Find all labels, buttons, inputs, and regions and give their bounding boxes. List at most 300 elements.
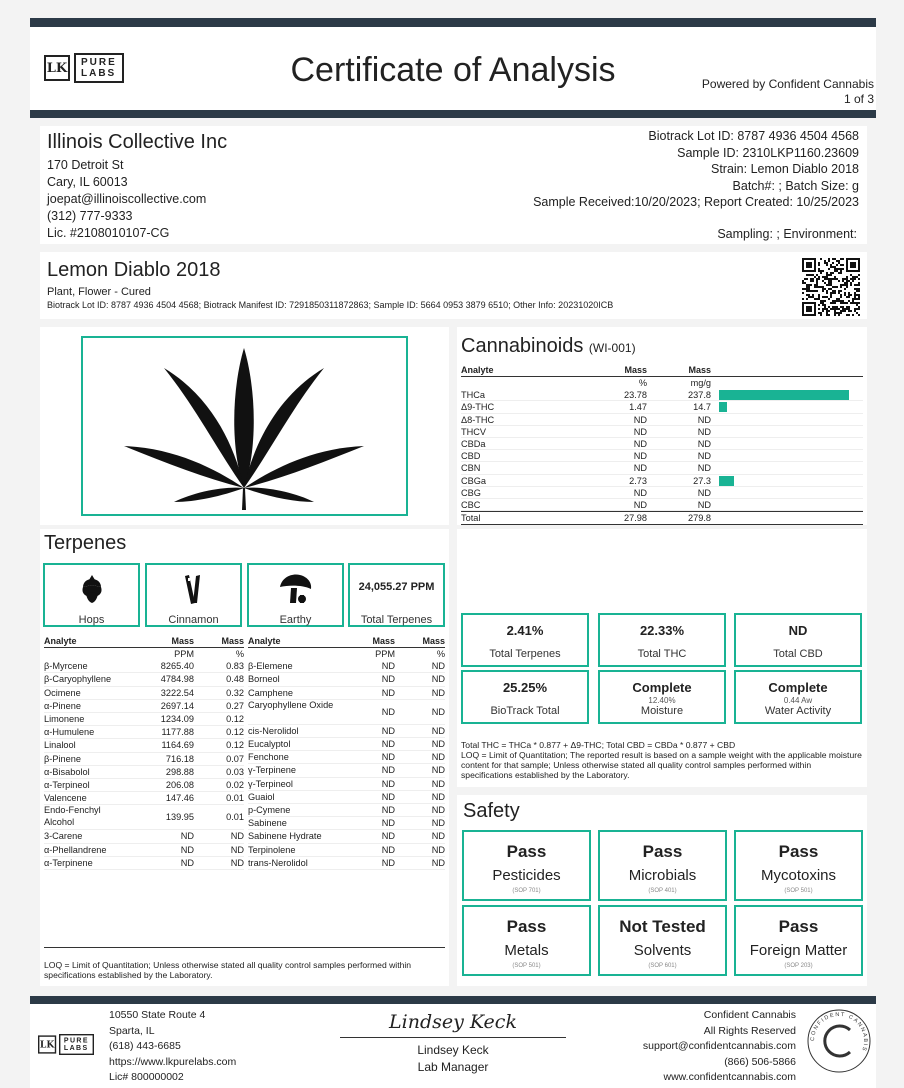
powered-by-text: Powered by Confident Cannabis [701,77,874,91]
terpenes-table-right [248,636,445,870]
safety-box [734,905,863,976]
safety-result: Pass [778,917,819,936]
terpene-ppm: ND [180,857,194,868]
terpenes-panel [40,529,449,986]
terpene-ppm: ND [180,844,194,855]
analyte-pct: 23.78 [624,390,647,401]
terp-row [44,700,244,713]
safety-label: Solvents [633,942,692,959]
terpene-pct: 0.27 [226,700,244,711]
terpene-ppm: 1234.09 [160,714,194,725]
terpene-name: β-Myrcene [44,661,88,672]
footer-lk-logo [38,1034,94,1055]
terpene-pct: ND [431,778,445,789]
col-mass: Mass [688,365,711,375]
col-analyte: Analyte [248,636,281,646]
terpene-ppm: 8265.40 [160,661,194,672]
terpene-ppm: ND [381,739,395,750]
analyte-name: CBDa [461,438,486,449]
analyte-pct: ND [633,426,647,437]
cannabinoids-panel [457,327,867,525]
terpene-ppm: ND [381,725,395,736]
terpene-pct: ND [431,661,445,672]
terpene-pct: 0.32 [226,687,244,698]
unit-spacer [248,648,340,660]
col-mass: Mass [221,636,244,646]
terpene-pct: 0.01 [226,793,244,804]
cann-row [461,475,863,487]
bar-cell [711,414,849,425]
summary-sub: 12.40% [648,696,676,705]
analyte-name: Δ9-THC [461,402,495,413]
unit-pct: % [436,649,445,659]
terp-row [44,687,244,700]
terpene-pct: ND [431,725,445,736]
terpene-name: 3-Carene [44,831,83,842]
terp-row [248,804,445,817]
terpene-pct: ND [431,687,445,698]
terp-row [248,844,445,857]
bar-cell [711,426,849,437]
cc-info [643,1008,796,1086]
cann-row [461,438,863,450]
summary-box [461,670,589,724]
terp-row [44,830,244,843]
safety-result: Pass [506,842,547,861]
unit-ppm: PPM [174,649,194,659]
terpene-ppm: ND [381,818,395,829]
analyte-name: THCa [461,390,485,401]
aroma-label: Cinnamon [168,614,219,626]
summary-label: BioTrack Total [490,705,560,717]
cannabinoid-bar [719,476,734,486]
aroma-label: Hops [78,614,105,626]
cc-email[interactable]: support@confidentcannabis.com [642,1040,796,1052]
client-address [47,157,206,242]
signer-name: Lindsey Keck [417,1043,489,1057]
summary-value: Complete [632,680,692,695]
terpenes-table-left [44,636,244,870]
logo-lk-mark: LK [44,55,70,81]
qr-code-icon[interactable] [802,258,860,316]
terp-row [44,766,244,779]
client-name: Illinois Collective Inc [47,131,228,153]
terpene-ppm: ND [381,831,395,842]
col-analyte: Analyte [461,365,494,375]
safety-panel [457,795,867,986]
terpene-ppm: ND [381,661,395,672]
safety-sop: (SOP 501) [784,888,813,894]
terpene-name: β-Pinene [44,753,81,764]
unit-mg: mg/g [690,378,711,388]
terpene-ppm: ND [381,706,395,717]
analyte-pct: ND [633,414,647,425]
cann-row [461,450,863,462]
terpene-ppm: ND [381,674,395,685]
analyte-pct: ND [633,463,647,474]
analyte-name: Δ8-THC [461,414,495,425]
analyte-mg: ND [697,499,711,510]
bar-cell [711,499,849,510]
safety-label: Pesticides [492,867,561,884]
summary-value: Complete [768,680,828,695]
cann-total-row [461,511,863,525]
client-license: Lic. #2108010107-CG [47,226,170,240]
terp-row [44,792,244,805]
terpene-ppm: ND [381,765,395,776]
analyte-pct: ND [633,487,647,498]
footer-divider [30,996,876,1004]
notes [461,740,863,780]
bar-cell [711,401,849,412]
product-image-frame [81,336,408,516]
client-street: 170 Detroit St [47,158,124,172]
terpene-name: Camphene [248,687,293,698]
client-email[interactable]: joepat@illinoiscollective.com [47,192,207,206]
logo-pure: PURE [81,57,117,68]
summary-box [734,670,862,724]
safety-sop: (SOP 601) [648,963,677,969]
terpene-name: Ocimene [44,687,81,698]
analyte-mg: 14.7 [693,402,711,413]
terpene-pct: 0.01 [226,812,244,823]
product-panel [40,252,867,319]
terpene-ppm: ND [381,791,395,802]
terpene-ppm: 139.95 [165,812,194,823]
terpene-name: Limonene [44,714,85,725]
bar-cell [711,389,849,400]
safety-result: Pass [506,917,547,936]
total-name: Total [461,513,481,524]
terpene-pct: 0.02 [226,780,244,791]
terpene-pct: 0.83 [226,661,244,672]
terp-row [44,673,244,686]
unit-pct: % [235,649,244,659]
safety-sop: (SOP 203) [784,963,813,969]
safety-box [462,830,591,901]
lab-line: Sparta, IL [109,1024,155,1037]
image-panel [40,327,449,525]
logo-labs: LABS [63,1044,89,1053]
cannabinoids-title [461,335,636,358]
terpene-name: Sabinene [248,818,287,829]
analyte-name: CBD [461,451,481,462]
bar-cell [711,462,849,473]
sampling: Sampling: ; Environment: [717,227,857,241]
terp-row [248,778,445,791]
terpene-name: Fenchone [248,752,289,763]
total-pct: 27.98 [624,513,647,524]
summary-box [734,613,862,667]
header [30,27,876,110]
terpene-ppm: ND [381,805,395,816]
analyte-pct: ND [633,451,647,462]
terp-row [44,753,244,766]
terpene-name: α-Terpinene [44,857,93,868]
footer [30,1004,876,1088]
terpene-name: Guaiol [248,791,275,802]
terpene-name: γ-Terpinene [248,765,297,776]
terpene-pct: ND [431,857,445,868]
cc-website[interactable]: www.confidentcannabis.com [663,1071,796,1083]
product-name: Lemon Diablo 2018 [47,259,221,281]
terpene-ppm: ND [381,844,395,855]
cann-row [461,462,863,474]
terpene-ppm: 1177.88 [161,727,194,738]
terp-row [248,751,445,764]
terpene-name: Borneol [248,674,280,685]
aroma-earthy [247,563,344,627]
analyte-mg: ND [697,463,711,474]
terpene-pct: 0.12 [226,740,244,751]
terpene-name: p-Cymene [248,805,291,816]
analyte-name: CBC [461,499,481,510]
terp-row [248,738,445,751]
terp-row [248,725,445,738]
safety-label: Foreign Matter [749,942,848,959]
cannabis-leaf-icon [83,338,406,514]
safety-box [734,830,863,901]
seal-text: CONFIDENT CANNABIS [809,1011,869,1053]
terpene-name: α-Terpineol [44,780,90,791]
strain: Strain: Lemon Diablo 2018 [710,162,859,176]
terpene-pct: 0.12 [226,714,244,725]
terpene-pct: ND [230,831,244,842]
dates: Sample Received:10/20/2023; Report Created: 10/25/2023 [533,195,859,209]
summary-box [598,670,726,724]
total-terpenes-box [348,563,445,627]
terpene-pct: ND [230,844,244,855]
terp-row [248,673,445,686]
terpene-name: α-Phellandrene [44,844,107,855]
cannabinoids-heading: Cannabinoids [461,335,584,357]
terpene-pct: ND [431,739,445,750]
powered-by [702,77,874,107]
terp-row [248,764,445,777]
terpene-ppm: 206.08 [165,780,194,791]
cann-header-row [461,365,863,377]
safety-title: Safety [463,800,520,822]
terpene-name: β-Caryophyllene [44,674,112,685]
aroma-hops [43,563,140,627]
terp-row [44,779,244,792]
lab-website[interactable]: https://www.lkpurelabs.com [109,1055,237,1068]
unit-ppm: PPM [375,649,395,659]
cann-row [461,401,863,413]
summary-label: Water Activity [764,705,832,717]
cann-row [461,389,863,401]
terpene-pct: ND [431,674,445,685]
page-title: Certificate of Analysis [290,51,616,89]
lab-line: Lic# 800000002 [109,1071,184,1083]
terp-row [44,739,244,752]
cinnamon-icon [179,573,209,605]
analyte-name: THCV [461,426,487,437]
signer-title: Lab Manager [417,1060,489,1074]
col-mass: Mass [171,636,194,646]
analyte-name: CBG [461,487,481,498]
analyte-name: CBGa [461,475,487,486]
terp-row [248,660,445,673]
terpene-ppm: 716.18 [165,753,194,764]
analyte-pct: ND [633,438,647,449]
safety-box [598,905,727,976]
logo-pure-labs [59,1034,94,1055]
cann-row [461,499,863,511]
total-mg: 279.8 [688,513,711,524]
terp-row [248,857,445,870]
terpene-pct: ND [431,791,445,802]
terpene-ppm: ND [381,752,395,763]
safety-sop: (SOP 401) [648,888,677,894]
logo-pure: PURE [63,1036,89,1045]
terpene-ppm: ND [180,831,194,842]
safety-label: Mycotoxins [760,867,837,884]
logo-lk-mark: LK [38,1035,56,1053]
terp-row [248,687,445,700]
safety-box [598,830,727,901]
unit-spacer [461,377,591,389]
terp-header-row [248,636,445,648]
terpene-pct: ND [431,706,445,717]
cann-row [461,426,863,438]
terpene-ppm: 147.46 [165,793,194,804]
terpene-name: α-Bisabolol [44,766,90,777]
analyte-mg: 237.8 [688,390,711,401]
terp-row [44,805,244,830]
terpene-ppm: 1164.69 [161,740,194,751]
terp-loq-rule [44,947,445,948]
mushroom-icon [278,573,314,605]
col-mass: Mass [422,636,445,646]
safety-label: Microbials [628,867,697,884]
terp-row [44,713,244,726]
header-divider [30,110,876,118]
terpene-name: Terpinolene [248,844,296,855]
terpene-pct: ND [431,752,445,763]
terpene-name: cis-Nerolidol [248,725,299,736]
cc-line: Confident Cannabis [703,1009,796,1021]
analyte-mg: ND [697,438,711,449]
sample-meta [533,128,859,211]
terpene-ppm: 4784.98 [160,674,194,685]
hops-icon [77,573,107,605]
terp-units-row [248,648,445,660]
terp-row [248,700,445,725]
terpene-pct: 0.12 [226,727,244,738]
summary-box [598,613,726,667]
cann-row [461,487,863,499]
terp-row [44,844,244,857]
safety-sop: (SOP 701) [512,888,541,894]
terpene-name: Caryophyllene Oxide [248,699,334,710]
terpene-pct: 0.03 [226,766,244,777]
client-panel [40,126,867,244]
aroma-cinnamon [145,563,242,627]
total-terpenes-value: 24,055.27 PPM [358,581,435,593]
terpene-name: Eucalyptol [248,739,291,750]
safety-result: Pass [778,842,819,861]
unit-pct: % [638,378,647,388]
cannabinoid-bar [719,390,849,400]
cc-line: (866) 506-5866 [724,1055,796,1068]
signature-block [340,1006,566,1076]
terpene-name: α-Pinene [44,700,81,711]
col-mass: Mass [372,636,395,646]
col-mass: Mass [624,365,647,375]
terpene-ppm: ND [381,687,395,698]
summary-label: Total CBD [773,648,823,660]
terpene-name: γ-Terpineol [248,778,293,789]
lab-line: (618) 443-6685 [109,1040,181,1052]
cc-line: All Rights Reserved [703,1024,796,1037]
terpene-pct: ND [431,805,445,816]
analyte-mg: ND [697,414,711,425]
terpene-pct: ND [431,818,445,829]
confident-cannabis-seal-icon [806,1008,872,1074]
terpene-pct: ND [431,831,445,842]
terp-row [44,660,244,673]
top-bar [30,18,876,27]
terp-row [248,817,445,830]
analyte-name: CBN [461,463,481,474]
analyte-pct: 2.73 [629,475,647,486]
safety-result: Not Tested [619,917,706,936]
summary-box [461,613,589,667]
client-phone: (312) 777-9333 [47,209,133,223]
terpene-name: α-Humulene [44,727,95,738]
product-ids: Biotrack Lot ID: 8787 4936 4504 4568; Biotrack Manifest ID: 7291850311872863; Sample ID: 5664 0953 3879 6510; Other Info: 20231020ICB [47,300,614,310]
cannabinoids-table [461,365,863,525]
sample-id: Sample ID: 2310LKP1160.23609 [677,145,859,160]
aroma-label: Earthy [279,614,312,626]
terpene-name: Linalool [44,740,76,751]
analyte-mg: ND [697,487,711,498]
col-analyte: Analyte [44,636,77,646]
lot-id: Biotrack Lot ID: 8787 4936 4504 4568 [648,129,859,143]
summary-label: Total Terpenes [489,648,561,660]
analyte-mg: ND [697,451,711,462]
terp-row [44,726,244,739]
lab-info [109,1008,236,1086]
terpene-pct: ND [230,857,244,868]
terp-row [248,791,445,804]
terpene-pct: ND [431,844,445,855]
bar-cell [711,438,849,449]
cannabinoids-method: (WI-001) [588,341,636,355]
logo-labs: LABS [81,68,117,79]
terp-row [44,857,244,870]
safety-box [462,905,591,976]
batch: Batch#: ; Batch Size: g [732,178,859,193]
unit-spacer [44,648,130,660]
page-number: 1 of 3 [843,92,874,106]
analyte-pct: ND [633,499,647,510]
terpene-name: Valencene [44,793,87,804]
terpene-ppm: 3222.54 [160,687,194,698]
analyte-mg: ND [697,426,711,437]
terpene-pct: 0.07 [226,753,244,764]
terpene-name: β-Elemene [248,661,293,672]
bar-cell [711,487,849,498]
notes-line2: LOQ = Limit of Quantitation; The reported result is based on a sample weight with the applicable moisture content for that sample; Unless otherwise stated all quality control samples performed within specifications established by the Laboratory. [461,750,862,780]
terpene-ppm: ND [381,778,395,789]
product-type: Plant, Flower - Cured [47,286,151,298]
safety-result: Pass [642,842,683,861]
cannabinoid-bar [719,402,727,412]
bar-cell [711,475,849,486]
safety-sop: (SOP 501) [512,963,541,969]
